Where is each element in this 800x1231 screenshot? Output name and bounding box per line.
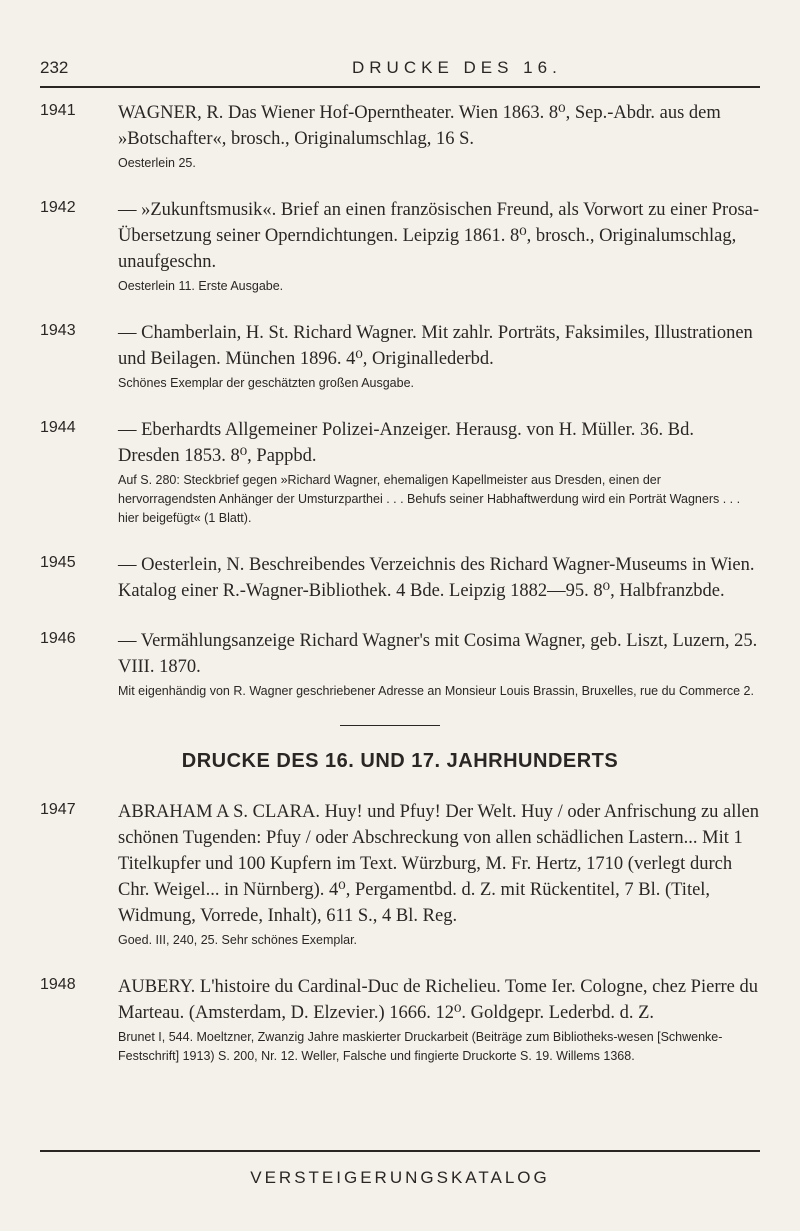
- entry-number: 1945: [40, 554, 76, 571]
- catalog-entry: [40, 974, 760, 1066]
- entry-description: — Chamberlain, H. St. Richard Wagner. Mit zahlr. Porträts, Faksimiles, Illustrationen und Beilagen. München 1896. 4⁰, Originallederbd.: [118, 323, 753, 369]
- entry-description: — »Zukunftsmusik«. Brief an einen französischen Freund, als Vorwort zu einer Prosa-Übersetzung seiner Operndichtungen. Leipzig 1861. 8⁰, brosch., Originalumschlag, unaufgeschn.: [118, 200, 760, 272]
- entry-body: [118, 417, 760, 528]
- catalog-entry: [40, 552, 760, 604]
- entry-body: [118, 197, 760, 296]
- entry-note: Schönes Exemplar der geschätzten großen Ausgabe.: [118, 376, 415, 390]
- entry-description: — Vermählungsanzeige Richard Wagner's mit Cosima Wagner, geb. Liszt, Luzern, 25. VIII. 1870.: [118, 631, 758, 677]
- running-title: DRUCKE DES 16.: [352, 58, 562, 77]
- catalog-entry: [40, 417, 760, 528]
- section-divider: [340, 725, 440, 726]
- footer-title: VERSTEIGERUNGSKATALOG: [250, 1168, 550, 1187]
- entry-body: [118, 100, 760, 173]
- entry-body: [118, 628, 760, 701]
- catalog-entry: [40, 320, 760, 393]
- entry-group-wagner: [40, 100, 760, 701]
- entry-number: 1943: [40, 322, 76, 339]
- entry-description: AUBERY. L'histoire du Cardinal-Duc de Richelieu. Tome Ier. Cologne, chez Pierre du Marteau. (Amsterdam, D. Elzevier.) 1666. 12⁰. Goldgepr. Lederbd. d. Z.: [118, 977, 758, 1023]
- entry-number: 1948: [40, 976, 76, 993]
- entry-body: [118, 552, 760, 604]
- page-footer: [40, 1150, 760, 1188]
- entry-note: Brunet I, 544. Moeltzner, Zwanzig Jahre maskierter Druckarbeit (Beiträge zum Bibliotheks-wesen [Schwenke-Festschrift] 1913) S. 200, Nr. 12. Weller, Falsche und fingierte Druckorte S. 19. Willems 1368.: [118, 1030, 723, 1063]
- entry-number: 1941: [40, 102, 76, 119]
- entry-number: 1947: [40, 801, 76, 818]
- catalog-entry: [40, 197, 760, 296]
- entry-group-16-17-century: [40, 799, 760, 1066]
- section-heading: DRUCKE DES 16. UND 17. JAHRHUNDERTS: [181, 750, 619, 772]
- entry-note: Mit eigenhändig von R. Wagner geschriebener Adresse an Monsieur Louis Brassin, Bruxelles, rue du Commerce 2.: [118, 684, 754, 698]
- entry-note: Auf S. 280: Steckbrief gegen »Richard Wagner, ehemaligen Kapellmeister aus Dresden, einen der hervorragendsten Anhänger der Umsturzparthei . . . Behufs seiner Habhaftwerdung wird ein Porträt Wagners . . . hier beigefügt« (1 Blatt).: [118, 473, 741, 525]
- entry-note: Oesterlein 11. Erste Ausgabe.: [118, 279, 284, 293]
- catalog-entry: [40, 799, 760, 950]
- entry-description: ABRAHAM A S. CLARA. Huy! und Pfuy! Der Welt. Huy / oder Anfrischung zu allen schönen Tugenden: Pfuy / oder Abschreckung von allen schädlichen Lastern... Mit 1 Titelkupfer und 100 Kupfern im Text. Würzburg, M. Fr. Hertz, 1710 (verlegt durch Chr. Weigel... in Nürnberg). 4⁰, Pergamentbd. d. Z. mit Rückentitel, 7 Bl. (Titel, Widmung, Vorrede, Inhalt), 611 S., 4 Bl. Reg.: [118, 802, 759, 926]
- entry-note: Goed. III, 240, 25. Sehr schönes Exemplar.: [118, 933, 358, 947]
- entry-body: [118, 320, 760, 393]
- entry-description: WAGNER, R. Das Wiener Hof-Operntheater. Wien 1863. 8⁰, Sep.-Abdr. aus dem »Botschafter«, brosch., Originalumschlag, 16 S.: [118, 103, 721, 149]
- page-number: 232: [40, 58, 69, 77]
- catalog-entry: [40, 100, 760, 173]
- entry-number: 1944: [40, 419, 76, 436]
- entry-number: 1942: [40, 199, 76, 216]
- entry-description: — Oesterlein, N. Beschreibendes Verzeichnis des Richard Wagner-Museums in Wien. Katalog einer R.-Wagner-Bibliothek. 4 Bde. Leipzig 1882—95. 8⁰, Halbfranzbde.: [118, 555, 755, 601]
- page-header: [40, 58, 760, 88]
- entry-description: — Eberhardts Allgemeiner Polizei-Anzeiger. Herausg. von H. Müller. 36. Bd. Dresden 1853. 8⁰, Pappbd.: [118, 420, 694, 466]
- entry-number: 1946: [40, 630, 76, 647]
- catalog-entry: [40, 628, 760, 701]
- entry-note: Oesterlein 25.: [118, 156, 196, 170]
- entry-body: [118, 974, 760, 1066]
- entry-body: [118, 799, 760, 950]
- catalog-entries: [40, 100, 760, 1090]
